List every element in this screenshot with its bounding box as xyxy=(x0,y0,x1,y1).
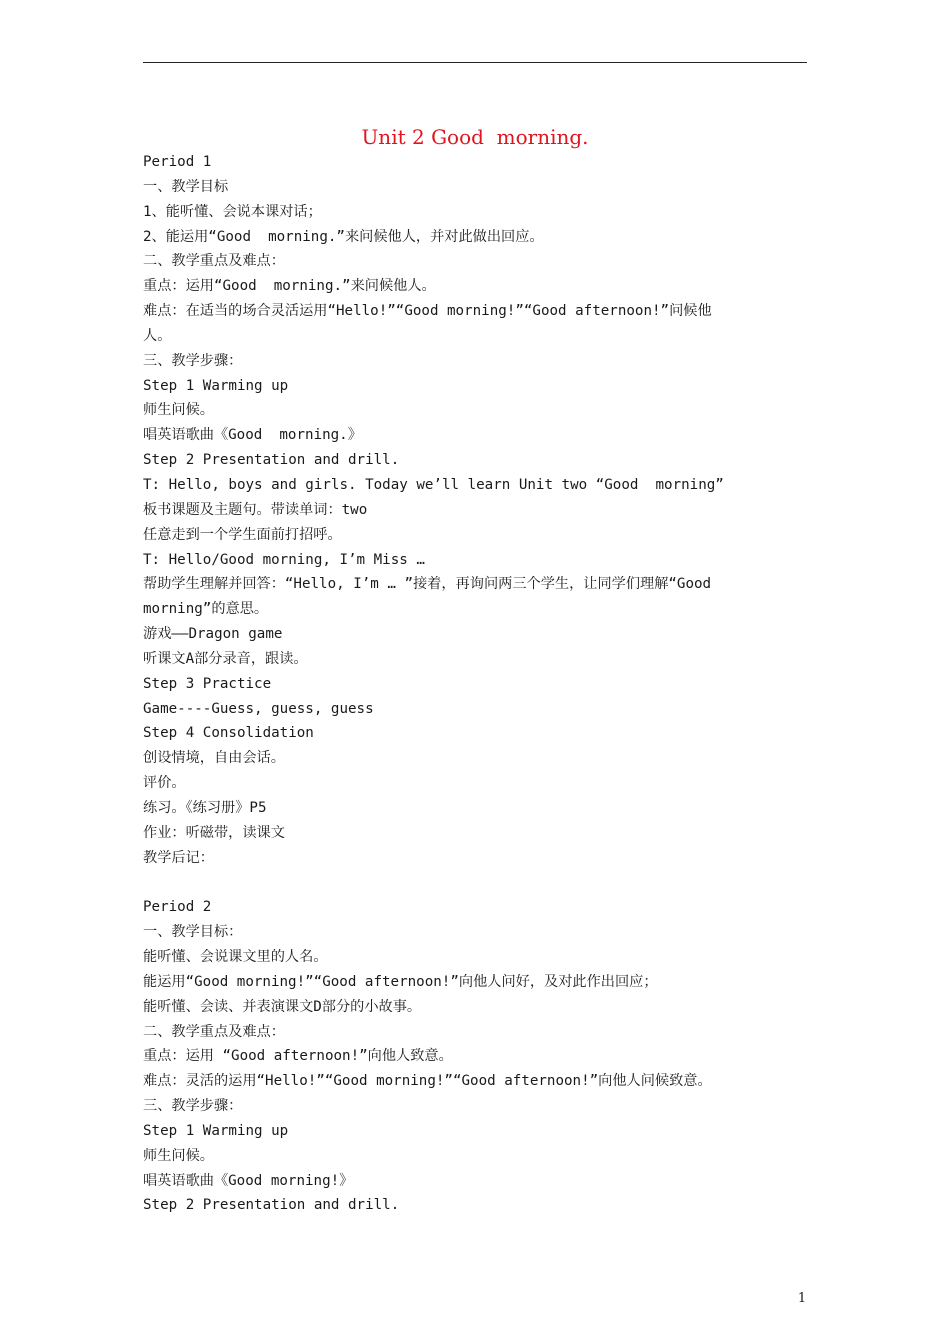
text-line: 重点：运用 “Good afternoon!”向他人致意。 xyxy=(143,1048,453,1065)
header-rule xyxy=(143,62,807,63)
text-line: 板书课题及主题句。带读单词：two xyxy=(143,501,368,518)
text-line: Step 2 Presentation and drill. xyxy=(143,1197,400,1214)
blank-line xyxy=(143,870,811,895)
text-line: Step 1 Warming up xyxy=(143,377,289,394)
text-line: 1、能听懂、会说本课对话； xyxy=(143,203,322,220)
text-line: Step 4 Consolidation xyxy=(143,725,314,742)
text-line: 一、教学目标 xyxy=(143,178,229,195)
text-line: 能听懂、会读、并表演课文D部分的小故事。 xyxy=(143,998,422,1015)
text-line: 难点：在适当的场合灵活运用“Hello!”“Good morning!”“Good afternoon!”问候他 xyxy=(143,303,712,320)
text-line: 唱英语歌曲《Good morning!》 xyxy=(143,1172,354,1189)
text-line: 游戏——Dragon game xyxy=(143,626,283,643)
text-line: 人。 xyxy=(143,327,172,344)
text-line: 重点：运用“Good morning.”来问候他人。 xyxy=(143,278,436,295)
page-number: 1 xyxy=(797,1291,807,1306)
document-title: Unit 2 Good morning. xyxy=(361,125,589,149)
text-line: morning”的意思。 xyxy=(143,601,269,618)
text-line: 教学后记： xyxy=(143,849,214,866)
text-line: Step 1 Warming up xyxy=(143,1122,289,1139)
text-line: 师生问候。 xyxy=(143,402,214,419)
text-line: 能听懂、会说课文里的人名。 xyxy=(143,949,328,965)
text-line: 创设情境，自由会话。 xyxy=(143,750,285,767)
text-line: 帮助学生理解并回答：“Hello, I’m … ”接着，再询问两三个学生，让同学们理解“Good xyxy=(143,576,712,593)
text-line: 任意走到一个学生面前打招呼。 xyxy=(143,526,342,543)
document-body xyxy=(143,150,811,1218)
text-line: 三、教学步骤： xyxy=(143,352,243,369)
text-line: T: Hello/Good morning, I’m Miss … xyxy=(143,551,425,568)
text-line: Step 3 Practice xyxy=(143,675,272,692)
text-line: 能运用“Good morning!”“Good afternoon!”向他人问好，及对此作出回应； xyxy=(143,973,658,990)
text-line: 一、教学目标： xyxy=(143,924,243,941)
text-line: 二、教学重点及难点： xyxy=(143,253,285,270)
text-line: Step 2 Presentation and drill. xyxy=(143,452,400,469)
text-line: 唱英语歌曲《Good morning.》 xyxy=(143,427,362,444)
text-line: 听课文A部分录音，跟读。 xyxy=(143,650,308,667)
text-line: 作业：听磁带，读课文 xyxy=(143,824,285,841)
text-line: 师生问候。 xyxy=(143,1147,214,1164)
text-line: 三、教学步骤： xyxy=(143,1098,243,1115)
text-line: 练习。《练习册》P5 xyxy=(143,799,267,816)
text-line: 二、教学重点及难点： xyxy=(143,1023,285,1040)
text-line: Period 2 xyxy=(143,899,212,916)
text-line: Period 1 xyxy=(143,154,212,170)
text-line: 难点：灵活的运用“Hello!”“Good morning!”“Good afternoon!”向他人问候致意。 xyxy=(143,1073,712,1090)
text-line: 评价。 xyxy=(143,775,186,792)
text-line: Game----Guess, guess, guess xyxy=(143,700,374,717)
text-line: 2、能运用“Good morning.”来问候他人，并对此做出回应。 xyxy=(143,228,544,245)
text-line: T: Hello, boys and girls. Today we’ll learn Unit two “Good morning” xyxy=(143,476,724,493)
